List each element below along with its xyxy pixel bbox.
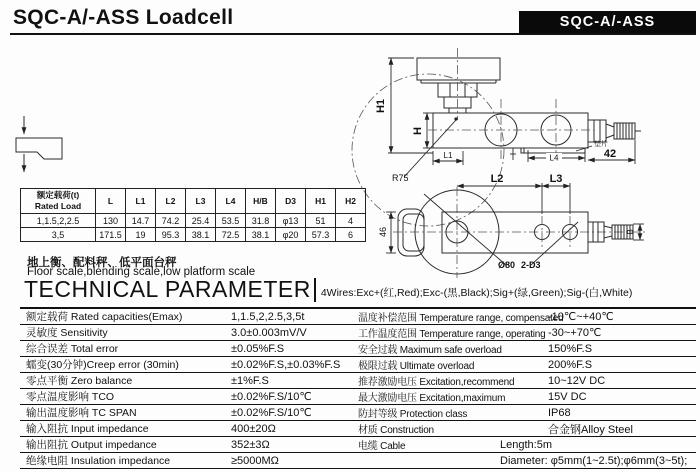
dim-label-l4: L4 xyxy=(549,153,559,163)
parameters-table xyxy=(20,307,696,469)
param-value: -30~+70℃ xyxy=(548,327,602,339)
param-label: 输出阻抗 Output impedance xyxy=(26,439,157,451)
wiring-note: 4Wires:Exc+(红,Red);Exc-(黑,Black);Sig+(绿,Green);Sig-(白,White) xyxy=(320,287,633,299)
dim-cell: 19 xyxy=(126,228,156,242)
table-row xyxy=(20,341,696,357)
param-label: 灵敏度 Sensitivity xyxy=(26,327,108,339)
dim-header: H2 xyxy=(336,189,366,214)
dim-cell: 31.8 xyxy=(246,214,276,228)
param-label: 安全过载 Maximum safe overload xyxy=(358,345,502,356)
param-label: 零点温度影响 TCO xyxy=(26,391,115,403)
param-value: ±0.02%F.S/10℃ xyxy=(231,391,312,403)
dim-label-h: H xyxy=(412,127,424,135)
dim-header: L2 xyxy=(156,189,186,214)
table-row xyxy=(20,437,696,453)
application-text-en: Floor scale,blending scale,low platform scale xyxy=(27,266,256,278)
param-label: 极限过载 Ultimate overload xyxy=(358,361,475,372)
dim-cell: 6 xyxy=(336,228,366,242)
dim-label-b: B xyxy=(626,229,635,235)
heading-divider xyxy=(314,278,316,302)
param-label: 推荐激励电压 Excitation,recommend xyxy=(358,377,515,388)
param-value: 10~12V DC xyxy=(548,374,606,387)
dim-cell: 4 xyxy=(336,214,366,228)
header-rule xyxy=(10,33,696,35)
param-label: 最大激励电压 Excitation,maximum xyxy=(358,393,506,404)
param-value: 352±3Ω xyxy=(231,438,270,451)
technical-parameter-heading xyxy=(24,276,632,302)
param-label: 额定载荷 Rated capacities(Emax) xyxy=(26,311,183,323)
application-text-cn: 地上衡、配料秤、低平面台秤 xyxy=(27,257,177,269)
model-badge: SQC-A/-ASS xyxy=(519,11,696,33)
param-value: -10℃~+40℃ xyxy=(548,311,614,323)
dim-label-r75: R75 xyxy=(392,173,409,183)
table-row xyxy=(20,405,696,421)
param-value: Length:5m xyxy=(500,438,552,451)
param-label: 综合误差 Total error xyxy=(26,343,119,355)
dim-header: H1 xyxy=(306,189,336,214)
param-value: ±0.02%F.S/10℃ xyxy=(231,407,312,419)
param-value: 150%F.S xyxy=(548,342,593,355)
dim-label-l1: L1 xyxy=(443,151,453,160)
param-label: 防封等级 Protection class xyxy=(358,409,468,420)
dim-cell: 130 xyxy=(96,214,126,228)
dim-label-l2: L2 xyxy=(490,173,504,185)
section-title: TECHNICAL PARAMETER xyxy=(24,276,311,302)
dim-cell: 74.2 xyxy=(156,214,186,228)
dim-cell: 95.3 xyxy=(156,228,186,242)
param-value: ±0.02%F.S,±0.03%F.S xyxy=(231,358,341,371)
param-label: 工作温度范围 Temperature range, operating xyxy=(358,329,546,340)
dim-header: H/B xyxy=(246,189,276,214)
dim-cell: φ20 xyxy=(276,228,306,242)
table-row xyxy=(20,453,696,469)
param-label: 电缆 Cable xyxy=(358,441,406,452)
param-value: 1,1.5,2,2.5,3,5t xyxy=(231,310,305,323)
dim-header-rated-load: 额定载荷(t) Rated Load xyxy=(21,189,96,214)
param-value: 合金钢Alloy Steel xyxy=(548,423,633,436)
param-label: 温度补偿范围 Temperature range, compensated xyxy=(358,313,564,324)
table-row xyxy=(20,309,696,325)
dim-header: L1 xyxy=(126,189,156,214)
dim-cell: 14.7 xyxy=(126,214,156,228)
dim-cell: 57.3 xyxy=(306,228,336,242)
param-value: ±1%F.S xyxy=(231,374,269,387)
param-label: 零点平衡 Zero balance xyxy=(26,375,133,387)
dim-cell: 171.5 xyxy=(96,228,126,242)
table-row xyxy=(20,373,696,389)
page-title: SQC-A/-ASS Loadcell xyxy=(13,6,234,29)
table-row xyxy=(21,228,366,242)
side-view xyxy=(352,48,641,226)
param-label: 材质 Construction xyxy=(358,425,434,436)
dim-label-46: 46 xyxy=(378,226,388,238)
dim-cell: 38.1 xyxy=(186,228,216,242)
dim-cell: 51 xyxy=(306,214,336,228)
dim-cell: 38.1 xyxy=(246,228,276,242)
dimensions-table xyxy=(20,188,366,242)
dim-cell: 1,1.5,2,2.5 xyxy=(21,214,96,228)
force-direction-icon xyxy=(8,110,70,180)
table-row xyxy=(20,325,696,341)
param-label: 蠕变(30分钟)Creep error (30min) xyxy=(26,359,179,371)
param-value: Diameter: φ5mm(1~2.5t);φ6mm(3~5t); xyxy=(500,454,688,467)
dim-label-d80: Ø80 xyxy=(498,260,516,270)
param-label: 输出温度影响 TC SPAN xyxy=(26,407,137,419)
dim-label-h1: H1 xyxy=(375,98,387,114)
dim-header: L3 xyxy=(186,189,216,214)
table-row xyxy=(20,421,696,437)
dim-cell: 25.4 xyxy=(186,214,216,228)
table-row xyxy=(21,214,366,228)
dim-header: L xyxy=(96,189,126,214)
dim-cell: 72.5 xyxy=(216,228,246,242)
table-row xyxy=(20,389,696,405)
spacer-callout: 垫片 xyxy=(594,141,608,148)
param-value: 400±20Ω xyxy=(231,422,276,435)
param-value: 3.0±0.003mV/V xyxy=(231,326,307,339)
param-value: ≥5000MΩ xyxy=(231,454,279,467)
dim-header: L4 xyxy=(216,189,246,214)
dim-header: D3 xyxy=(276,189,306,214)
table-row xyxy=(20,357,696,373)
dimensions-header-row xyxy=(21,189,366,214)
param-value: 15V DC xyxy=(548,390,587,403)
dim-label-42: 42 xyxy=(603,148,617,160)
param-label: 绝缘电阻 Insulation impedance xyxy=(26,455,171,467)
param-label: 输入阻抗 Input impedance xyxy=(26,423,149,435)
param-value: 200%F.S xyxy=(548,358,593,371)
loadcell-drawing xyxy=(345,44,700,284)
param-value: IP68 xyxy=(548,406,571,419)
dim-label-2-d3: 2-D3 xyxy=(521,260,541,270)
dim-cell: φ13 xyxy=(276,214,306,228)
dim-cell: 3,5 xyxy=(21,228,96,242)
dim-cell: 53.5 xyxy=(216,214,246,228)
plan-view xyxy=(378,173,646,278)
dim-label-l3: L3 xyxy=(549,173,563,185)
param-value: ±0.05%F.S xyxy=(231,342,285,355)
